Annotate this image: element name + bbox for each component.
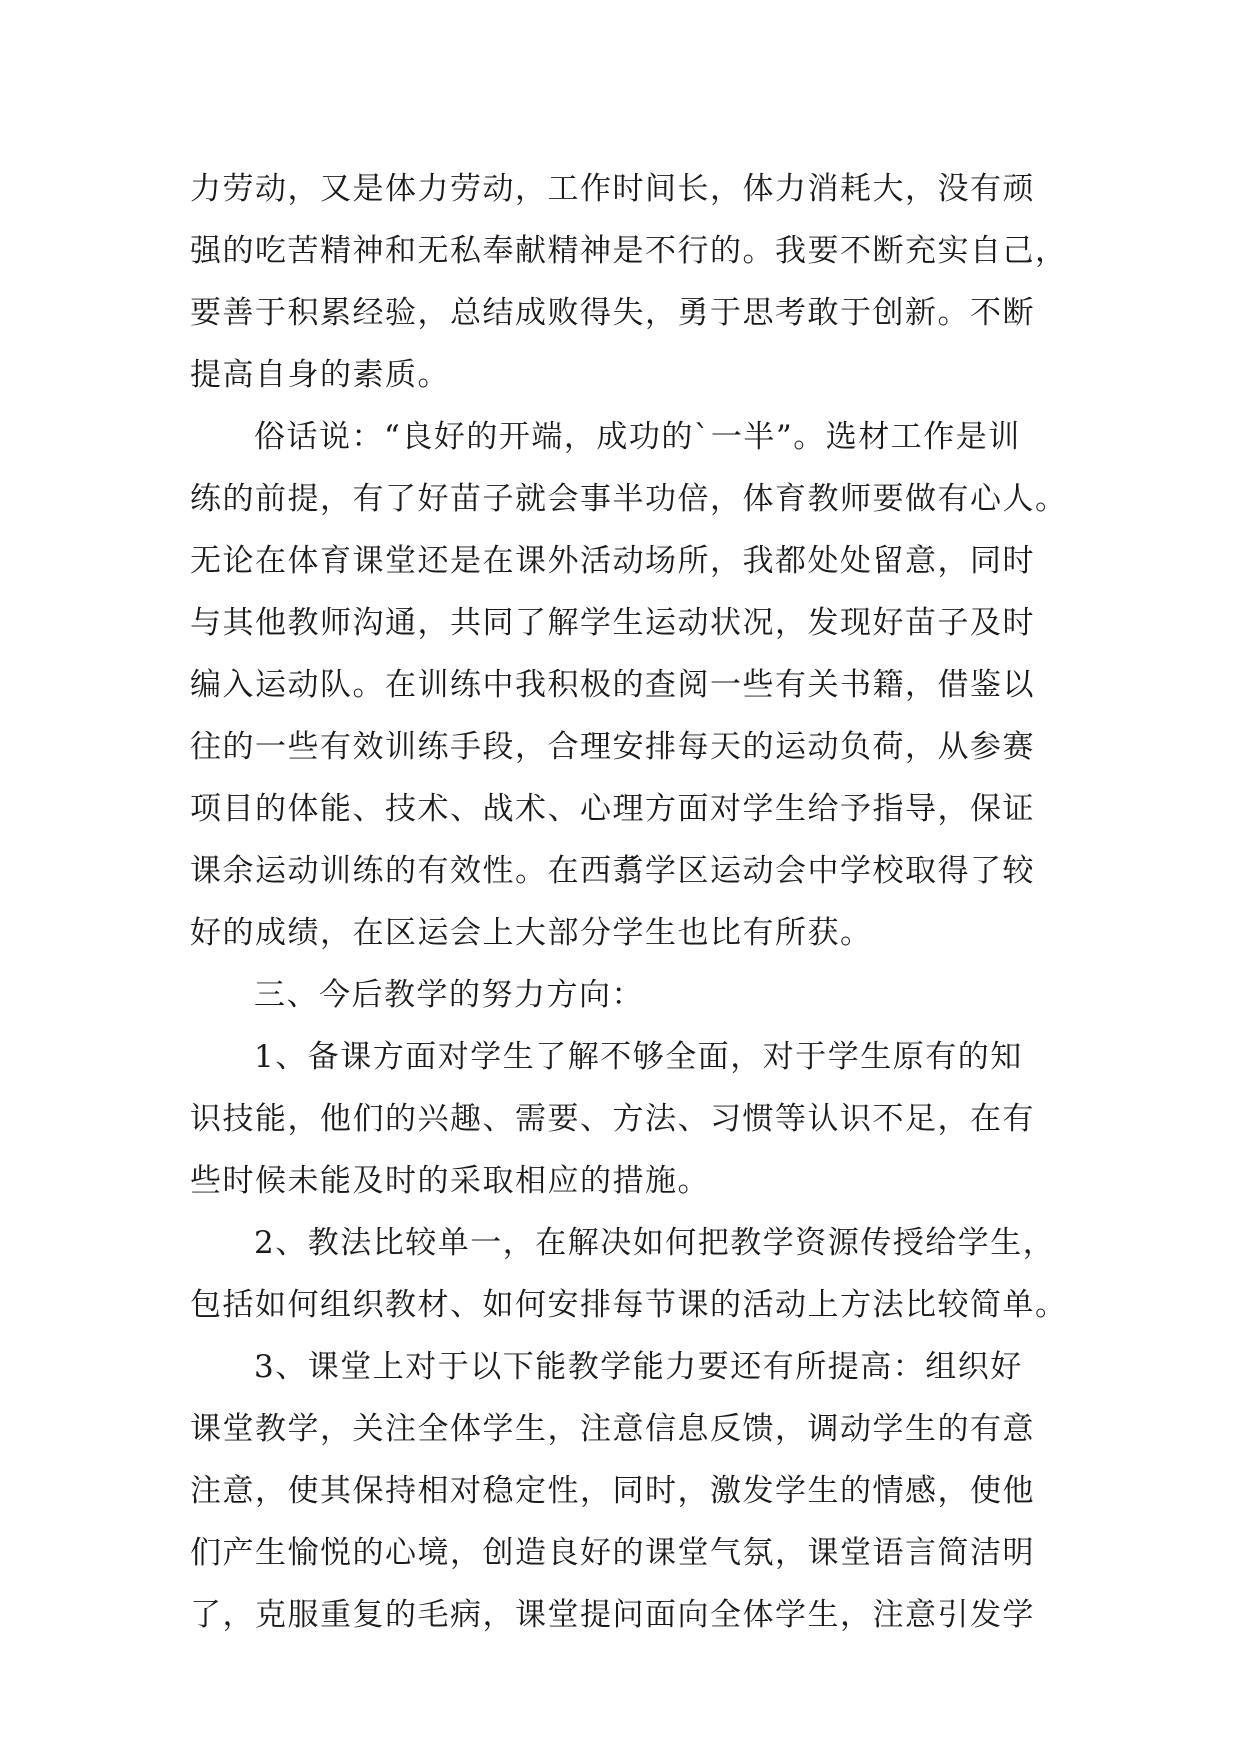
text-line: 课堂教学，关注全体学生，注意信息反馈，调动学生的有意 (190, 1411, 1035, 1447)
text-line: 提高自身的素质。 (190, 357, 450, 393)
text-line: 课余运动训练的有效性。在西翥学区运动会中学校取得了较 (190, 853, 1035, 889)
paragraph-start-line: 1、备课方面对学生了解不够全面，对于学生原有的知 (254, 1039, 1023, 1075)
text-line: 编入运动队。在训练中我积极的查阅一些有关书籍，借鉴以 (190, 667, 1035, 703)
text-line: 注意，使其保持相对稳定性，同时，激发学生的情感，使他 (190, 1473, 1035, 1509)
text-line: 往的一些有效训练手段，合理安排每天的运动负荷，从参赛 (190, 729, 1035, 765)
document-body (190, 158, 1090, 1646)
text-line: 们产生愉悦的心境，创造良好的课堂气氛，课堂语言简洁明 (190, 1535, 1035, 1571)
text-line: 识技能，他们的兴趣、需要、方法、习惯等认识不足，在有 (190, 1101, 1035, 1137)
text-line: 力劳动，又是体力劳动，工作时间长，体力消耗大，没有顽 (190, 171, 1035, 207)
text-line: 包括如何组织教材、如何安排每节课的活动上方法比较简单。 (190, 1287, 1068, 1323)
text-line: 项目的体能、技术、战术、心理方面对学生给予指导，保证 (190, 791, 1035, 827)
text-line: 要善于积累经验，总结成败得失，勇于思考敢于创新。不断 (190, 295, 1035, 331)
paragraph-start-line: 3、课堂上对于以下能教学能力要还有所提高：组织好 (254, 1349, 1023, 1385)
text-line: 练的前提，有了好苗子就会事半功倍，体育教师要做有心人。 (190, 481, 1068, 517)
text-line: 了，克服重复的毛病，课堂提问面向全体学生，注意引发学 (190, 1597, 1035, 1633)
text-line: 无论在体育课堂还是在课外活动场所，我都处处留意，同时 (190, 543, 1035, 579)
text-line: 好的成绩，在区运会上大部分学生也比有所获。 (190, 915, 873, 951)
paragraph-start-line: 俗话说：“良好的开端，成功的`一半”。选材工作是训 (254, 419, 1021, 455)
paragraph-start-line: 2、教法比较单一，在解决如何把教学资源传授给学生， (254, 1225, 1056, 1261)
text-line: 与其他教师沟通，共同了解学生运动状况，发现好苗子及时 (190, 605, 1035, 641)
section-heading: 三、今后教学的努力方向： (254, 977, 644, 1013)
text-line: 些时候未能及时的采取相应的措施。 (190, 1163, 710, 1199)
text-line: 强的吃苦精神和无私奉献精神是不行的。我要不断充实自己， (190, 233, 1068, 269)
